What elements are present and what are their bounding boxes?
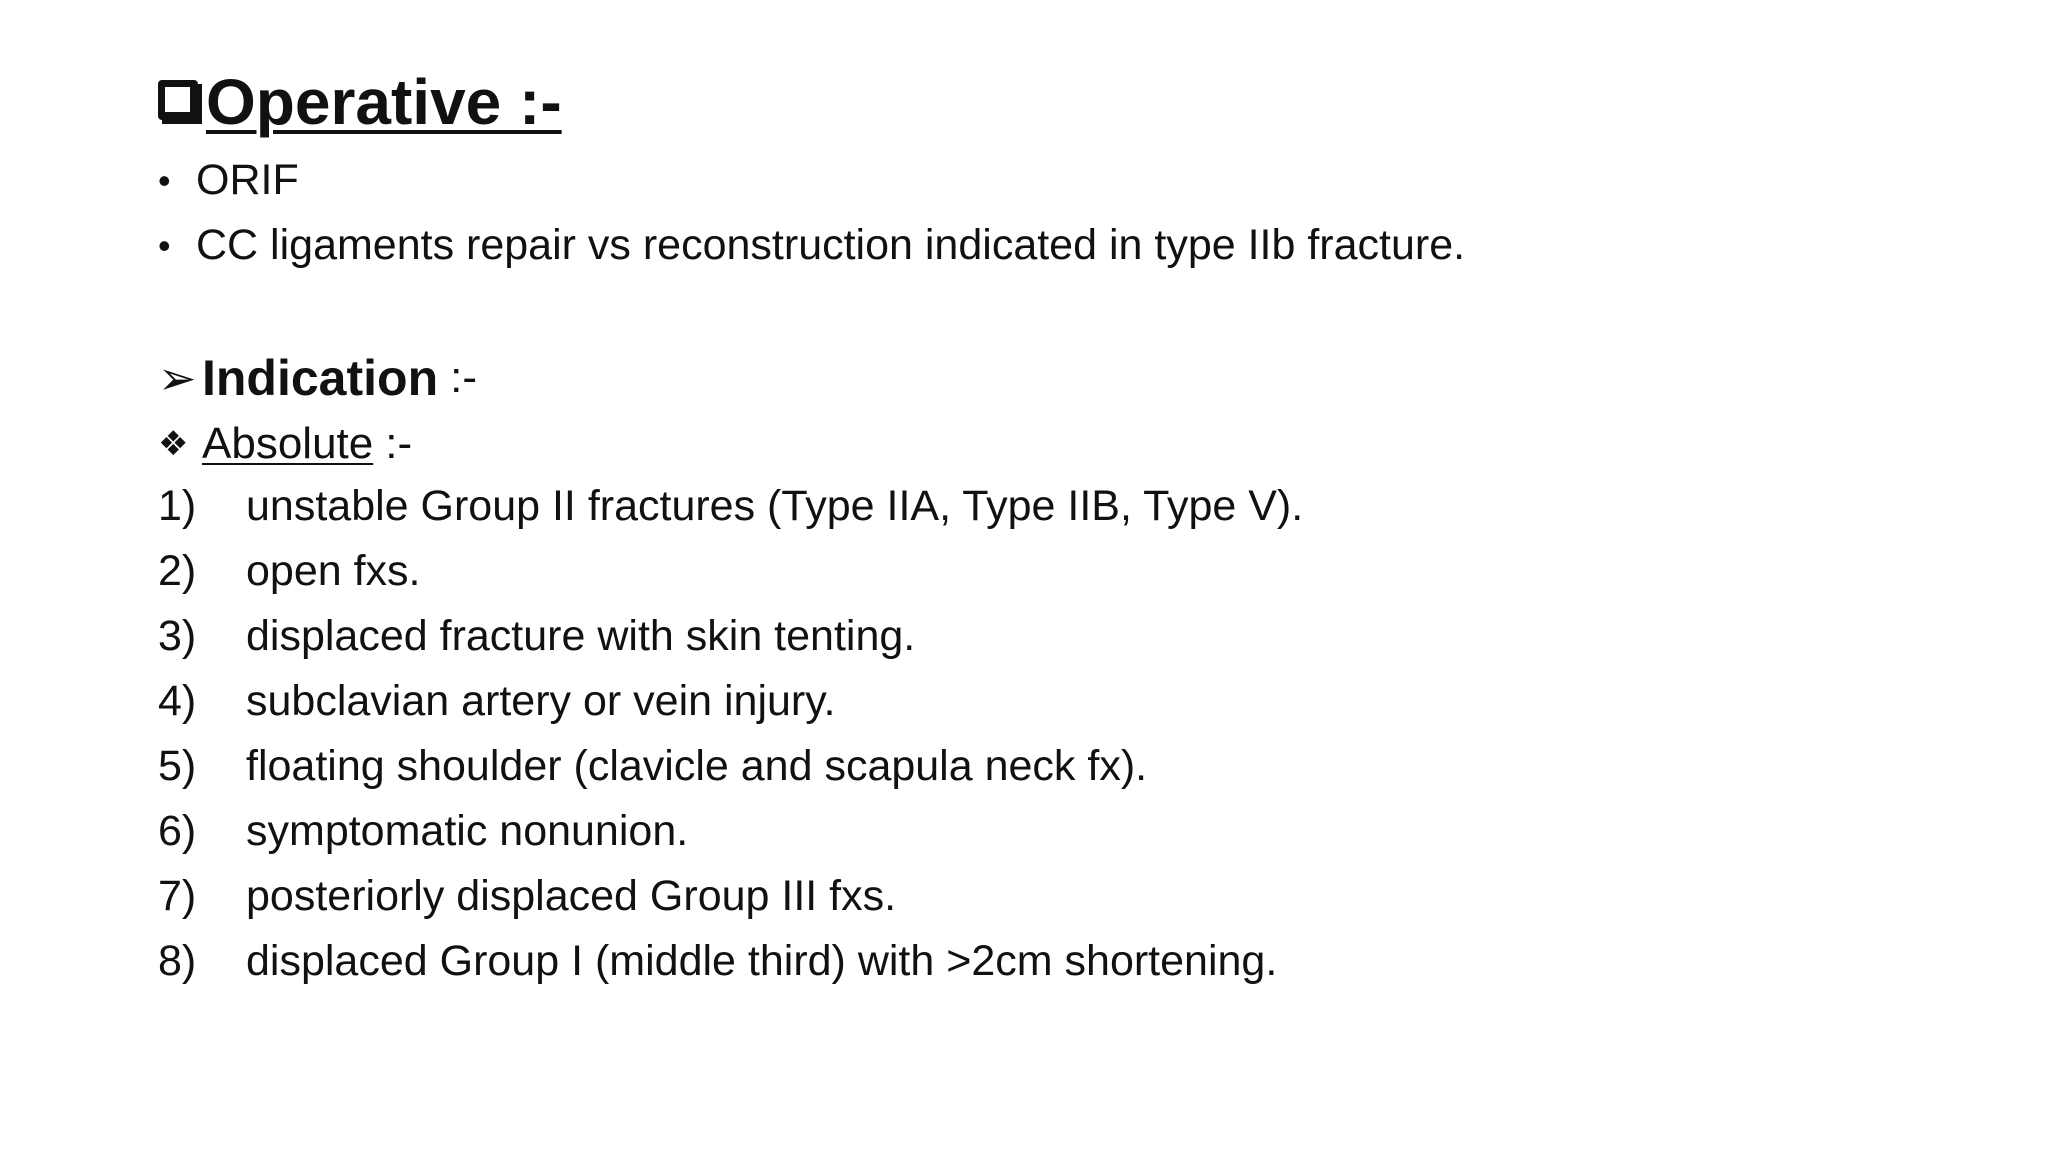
item-text: subclavian artery or vein injury.: [246, 677, 836, 725]
indication-heading: [158, 345, 477, 411]
slide-heading: [158, 62, 562, 142]
absolute-suffix: :-: [385, 419, 413, 468]
bullet-text: ORIF: [196, 156, 299, 204]
item-number: 6): [158, 807, 197, 855]
item-text: unstable Group II fractures (Type IIA, Type IIB, Type V).: [246, 482, 1304, 530]
item-number: 8): [158, 937, 197, 985]
bullet-list: [158, 148, 1465, 278]
list-item: [158, 929, 1303, 994]
indication-section: [158, 345, 477, 477]
bullet-dot-icon: •: [158, 160, 171, 201]
list-item: [158, 539, 1303, 604]
item-text: displaced fracture with skin tenting.: [246, 612, 916, 660]
arrowhead-icon: ➢: [158, 352, 197, 404]
absolute-label: Absolute: [202, 419, 374, 468]
item-text: open fxs.: [246, 547, 421, 595]
absolute-heading: [158, 411, 477, 477]
item-number: 3): [158, 612, 197, 660]
four-diamond-icon: ❖: [158, 425, 189, 463]
item-number: 1): [158, 482, 197, 530]
list-item: [158, 669, 1303, 734]
list-item: [158, 734, 1303, 799]
checkbox-square-icon: [158, 80, 198, 120]
bullet-text: CC ligaments repair vs reconstruction indicated in type IIb fracture.: [196, 221, 1466, 269]
indication-list: [158, 474, 1303, 994]
item-number: 4): [158, 677, 197, 725]
list-item: [158, 148, 1465, 213]
list-item: [158, 213, 1465, 278]
item-text: displaced Group I (middle third) with >2cm shortening.: [246, 937, 1278, 985]
list-item: [158, 474, 1303, 539]
indication-label: Indication: [202, 350, 439, 406]
list-item: [158, 799, 1303, 864]
page-title: Operative :-: [206, 66, 562, 138]
list-item: [158, 864, 1303, 929]
item-number: 5): [158, 742, 197, 790]
item-text: posteriorly displaced Group III fxs.: [246, 872, 897, 920]
item-number: 7): [158, 872, 197, 920]
item-text: floating shoulder (clavicle and scapula neck fx).: [246, 742, 1148, 790]
item-text: symptomatic nonunion.: [246, 807, 689, 855]
indication-suffix: :-: [450, 353, 477, 402]
bullet-dot-icon: •: [158, 225, 171, 266]
list-item: [158, 604, 1303, 669]
item-number: 2): [158, 547, 197, 595]
